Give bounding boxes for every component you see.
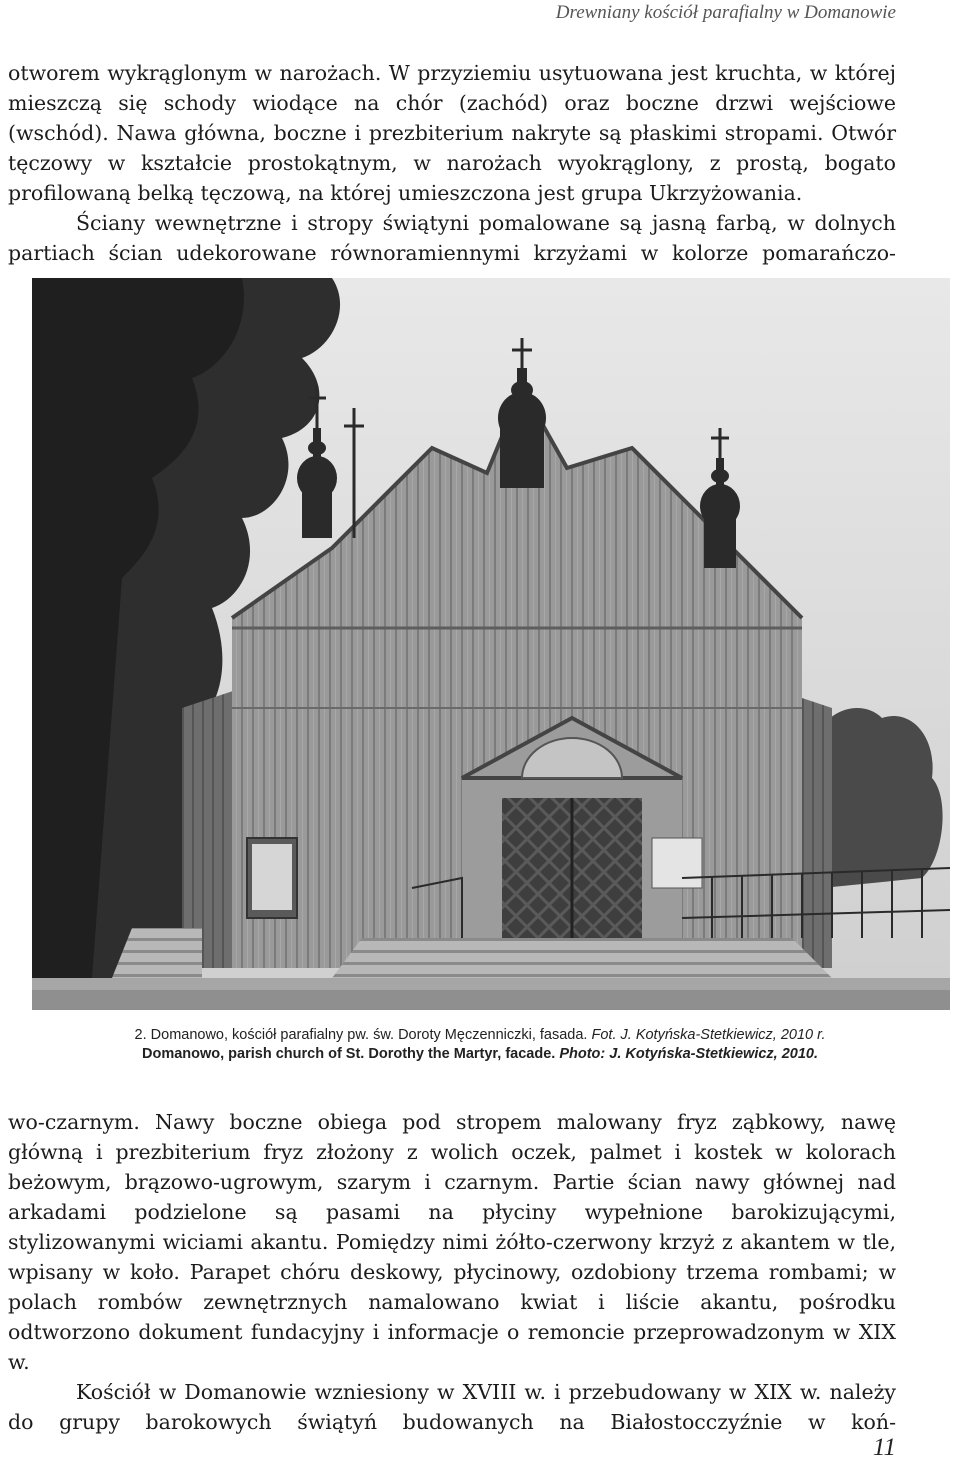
caption-en-text: Domanowo, parish church of St. Dorothy the Martyr, facade. <box>141 1046 556 1062</box>
paragraph: Ściany wewnętrzne i stropy świątyni pomalowane są jasną farbą, w dolnych partiach ścian udekorowane równoramiennymi krzyżami w kolorze pomarańczo- <box>8 211 896 265</box>
figure-caption-polish <box>0 1027 960 1043</box>
paragraph: wo-czarnym. Nawy boczne obiega pod stropem malowany fryz ząbkowy, nawę główną i prezbiterium fryz złożony z wolich oczek, palmet i kostek w kolorach beżowym, brązowo-ugrowym, szarym i czarnym. Partie ścian nawy głównej nad arkadami podzielone są pasami na płyciny wypełnione barokizującymi, stylizowanymi wiciami akantu. Pomiędzy nimi żółto-czerwony krzyż z akantem w tle, wpisany w koło. Parapet chóru deskowy, płycinowy, ozdobiony trzema rombami; w polach rombów zewnętrznych namalowano kwiat i liście akantu, pośrodku odtworzono dokument fundacyjny i informacje o remoncie przeprowadzonym w XIX w. <box>8 1110 896 1374</box>
page-number: 11 <box>872 1434 896 1461</box>
caption-pl-text: 2. Domanowo, kościół parafialny pw. św. Doroty Męczenniczki, fasada. <box>134 1027 588 1043</box>
church-facade-photo <box>32 278 950 1010</box>
caption-pl-credit: Fot. J. Kotyńska-Stetkiewicz, 2010 r. <box>591 1027 826 1043</box>
bottom-text-block <box>8 1107 896 1437</box>
caption-en-credit: Photo: J. Kotyńska-Stetkiewicz, 2010. <box>559 1046 819 1062</box>
paragraph: otworem wykrąglonym w narożach. W przyziemiu usytuowana jest kruchta, w której mieszczą się schody wiodące na chór (zachód) oraz boczne drzwi wejściowe (wschód). Nawa główna, boczne i prezbiterium nakryte są płaskimi stropami. Otwór tęczowy w kształcie prostokątnym, w narożach wyokrąglony, z prostą, bogato profilowaną belką tęczową, na której umieszczona jest grupa Ukrzyżowania. <box>8 61 896 205</box>
running-header: Drewniany kościół parafialny w Domanowie <box>555 2 896 23</box>
figure-caption-english <box>0 1046 960 1062</box>
paragraph: Kościół w Domanowie wzniesiony w XVIII w. i przebudowany w XIX w. należy do grupy barokowych świątyń budowanych na Białostocczyźnie w koń- <box>8 1380 896 1434</box>
top-text-block <box>8 58 896 268</box>
